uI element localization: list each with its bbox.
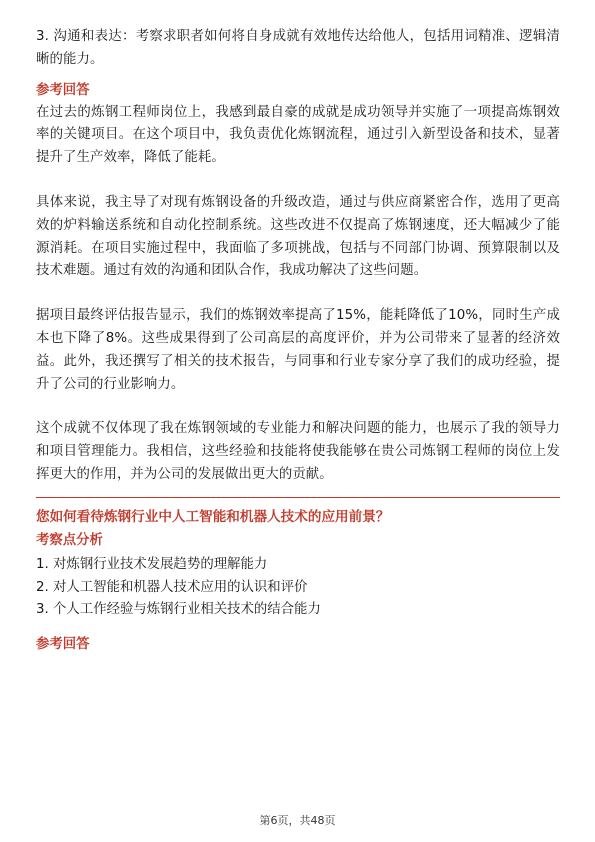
answer-paragraph-3: 据项目最终评估报告显示，我们的炼钢效率提高了15%，能耗降低了10%，同时生产成本也下降了8%。这些成果得到了公司高层的高度评价，并为公司带来了显著的经济效益。此外，我还撰写了相关的技术报告，与同事和行业专家分享了我们的成功经验，提升了公司的行业影响力。 xyxy=(36,308,560,392)
section-divider xyxy=(36,497,560,498)
page-footer: 第6页，共48页 xyxy=(259,814,336,827)
analysis-item-3: 3. 个人工作经验与炼钢行业相关技术的结合能力 xyxy=(36,602,321,618)
page-content xyxy=(36,26,560,656)
intro-item-3: 3. 沟通和表达：考察求职者如何将自身成就有效地传达给他人，包括用词精准、逻辑清晰的能力。 xyxy=(36,29,560,67)
answer-heading-2: 参考回答 xyxy=(36,637,90,653)
analysis-item-2: 2. 对人工智能和机器人技术应用的认识和评价 xyxy=(36,579,308,595)
analysis-heading: 考察点分析 xyxy=(36,532,103,548)
analysis-item-1: 1. 对炼钢行业技术发展趋势的理解能力 xyxy=(36,556,268,572)
answer-paragraph-4: 这个成就不仅体现了我在炼钢领域的专业能力和解决问题的能力，也展示了我的领导力和项目管理能力。我相信，这些经验和技能将使我能够在贵公司炼钢工程师的岗位上发挥更大的作用，并为公司的发展做出更大的贡献。 xyxy=(36,421,560,482)
answer-paragraph-1: 在过去的炼钢工程师岗位上，我感到最自豪的成就是成功领导并实施了一项提高炼钢效率的关键项目。在这个项目中，我负责优化炼钢流程，通过引入新型设备和技术，显著提升了生产效率，降低了能耗。 xyxy=(36,104,560,166)
question-title: 您如何看待炼钢行业中人工智能和机器人技术的应用前景？ xyxy=(36,508,390,525)
answer-paragraph-2: 具体来说，我主导了对现有炼钢设备的升级改造，通过与供应商紧密合作，选用了更高效的炉料输送系统和自动化控制系统。这些改进不仅提高了炼钢速度，还大幅减少了能源消耗。在项目实施过程中，我面临了多项挑战，包括与不同部门协调、预算限制以及技术难题。通过有效的沟通和团队合作，我成功解决了这些问题。 xyxy=(36,194,560,279)
answer-heading: 参考回答 xyxy=(36,82,90,98)
